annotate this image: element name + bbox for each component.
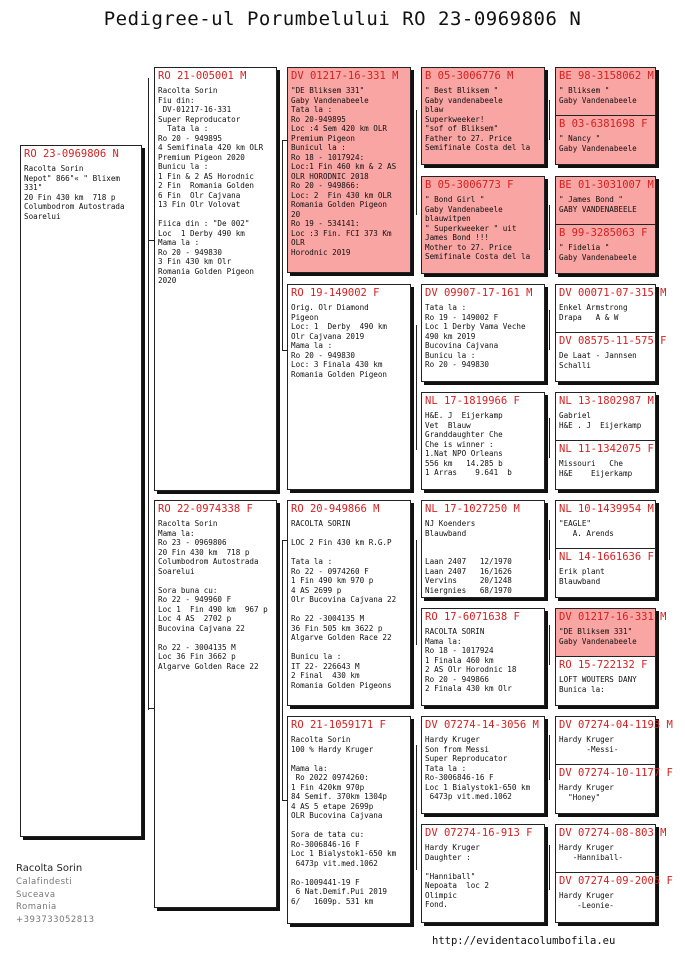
ring-number: RO 20-949866 M bbox=[291, 503, 380, 515]
sire-card bbox=[154, 67, 277, 491]
pigeon-notes: " Fidelia " Gaby Vandenabeele bbox=[559, 243, 637, 262]
great-grandparent-card bbox=[421, 67, 545, 165]
owner-name: Racolta Sorin bbox=[16, 863, 83, 874]
pigeon-notes: Orig. Olr Diamond Pigeon Loc: 1 Derby 490 km Olr Cajvana 2019 Mama la : Ro 20 - 949830 Loc: 3 Finala 430 km Romania Golden Pigeon bbox=[291, 303, 388, 379]
ancestor-pair-card bbox=[555, 500, 656, 598]
ring-number: B 03-6381698 F bbox=[559, 118, 648, 130]
pigeon-notes: NJ Koenders Blauwband Laan 2407 12/1970 Laan 2407 16/1626 Vervins 20/1248 Niergnies 68/1970 bbox=[425, 519, 512, 595]
ring-number: NL 13-1802987 M bbox=[559, 395, 654, 407]
ring-number: NL 11-1342075 F bbox=[559, 443, 654, 455]
pigeon-notes: "EAGLE" A. Arends bbox=[559, 519, 614, 538]
ring-number: RO 23-0969806 N bbox=[24, 148, 119, 160]
owner-county: Suceava bbox=[16, 889, 56, 900]
pigeon-notes: Tata la : Ro 19 - 149002 F Loc 1 Derby Vama Veche 490 km 2019 Bucovina Cajvana Bunicu la : Ro 20 - 949830 bbox=[425, 303, 526, 369]
pigeon-notes: Enkel Armstrong Drapa A & W bbox=[559, 303, 628, 322]
ring-number: DV 07274-08-803 M bbox=[559, 827, 667, 839]
pigeon-notes: Hardy Kruger Son from Messi Super Reproducator Tata la : Ro-3006846-16 F Loc 1 Bialystok1-650 km 6473p vit.med.1062 bbox=[425, 735, 531, 801]
grandparent-card bbox=[287, 67, 411, 273]
pigeon-notes: Missouri Che H&E Eijerkamp bbox=[559, 459, 633, 478]
great-grandparent-card bbox=[421, 824, 545, 923]
ancestor-pair-card bbox=[555, 67, 656, 165]
pigeon-notes: Hardy Kruger -Hanniball- bbox=[559, 843, 624, 862]
great-grandparent-card bbox=[421, 284, 545, 382]
ring-number: B 05-3006773 F bbox=[425, 179, 514, 191]
dam-card bbox=[154, 500, 277, 908]
connector-line bbox=[549, 205, 550, 250]
grandparent-card bbox=[287, 284, 411, 490]
ring-number: B 05-3006776 M bbox=[425, 70, 514, 82]
great-grandparent-card bbox=[421, 608, 545, 706]
pigeon-notes: " Bliksem " Gaby Vandenabeele bbox=[559, 86, 637, 105]
ring-number: DV 07274-04-1193 M bbox=[559, 719, 673, 731]
pigeon-notes: Hardy Kruger -Leonie- bbox=[559, 891, 614, 910]
ancestor-pair-card bbox=[555, 716, 673, 814]
pigeon-notes: Hardy Kruger -Messi- bbox=[559, 735, 619, 754]
subject-pigeon-card bbox=[20, 145, 142, 837]
connector-line bbox=[282, 540, 283, 800]
owner-locality: Calafindesti bbox=[16, 877, 73, 887]
connector-line bbox=[282, 140, 283, 350]
great-grandparent-card bbox=[421, 392, 545, 490]
ring-number: DV 07274-14-3056 M bbox=[425, 719, 539, 731]
owner-info bbox=[16, 862, 95, 926]
ring-number: DV 01217-16-331 M bbox=[559, 611, 667, 623]
ancestor-pair-card bbox=[555, 284, 667, 382]
pigeon-notes: Racolta Sorin Nepot" 866"« " Blixem 331" 20 Fin 430 km 718 p Columbodrom Autostrada Soarelui bbox=[24, 164, 125, 221]
pigeon-notes: " James Bond " GABY VANDENABEELE bbox=[559, 195, 637, 214]
connector-line bbox=[148, 78, 149, 710]
ring-number: NL 17-1819966 F bbox=[425, 395, 520, 407]
pigeon-notes: Hardy Kruger "Honey" bbox=[559, 783, 614, 802]
ring-number: RO 22-0974338 F bbox=[158, 503, 253, 515]
page-title: Pedigree-ul Porumbelului RO 23-0969806 N bbox=[103, 8, 582, 30]
pigeon-notes: LOFT WOUTERS DANY Bunica la: bbox=[559, 675, 637, 694]
pigeon-notes: Hardy Kruger Daughter : "Hanniball" Nepoata loc 2 Olimpic Fond. bbox=[425, 843, 490, 909]
pigeon-notes: De Laat - Jannsen Schalli bbox=[559, 351, 637, 370]
connector-line bbox=[549, 735, 550, 780]
connector-line bbox=[416, 540, 417, 645]
pigeon-notes: Erik plant Blauwband bbox=[559, 567, 605, 586]
ancestor-pair-card bbox=[555, 608, 667, 706]
connector-line bbox=[416, 325, 417, 450]
pigeon-notes: Racolta Sorin 100 % Hardy Kruger Mama la: Ro 2022 0974260: 1 Fin 420km 970p 84 Semif. 370km 1304p 4 AS 5 etape 2699p OLR Bucovina Cajvana Sora de tata cu: Ro-3006846-16 F Loc 1 Bialystok1-650 km 6473p vit.med.1062 Ro-1009441-19 F 6 Nat.Demif.Pui 2019 6/ 1609p. 531 km bbox=[291, 735, 397, 906]
ring-number: RO 21-1059171 F bbox=[291, 719, 386, 731]
grandparent-card bbox=[287, 500, 411, 706]
pigeon-notes: Racolta Sorin Mama la: Ro 23 - 0969806 20 Fin 430 km 718 p Columbodrom Autostrada Soarelui Sora buna cu: Ro 22 - 949960 F Loc 1 Fin 490 km 967 p Loc 4 AS 2702 p Bucovina Cajvana 22 Ro 22 - 3004135 M Loc 36 Fin 3662 p Algarve Golden Race 22 bbox=[158, 519, 268, 671]
ancestor-pair-card bbox=[555, 392, 656, 490]
connector-line bbox=[416, 110, 417, 215]
pigeon-notes: RACOLTA SORIN Mama la: Ro 18 - 1017924 1 Finala 460 km 2 AS Olr Horodnic 18 Ro 20 - 949866 2 Finala 430 km Olr bbox=[425, 627, 517, 693]
ring-number: NL 17-1027250 M bbox=[425, 503, 520, 515]
great-grandparent-card bbox=[421, 716, 545, 814]
ring-number: NL 10-1439954 M bbox=[559, 503, 654, 515]
great-grandparent-card bbox=[421, 176, 545, 274]
great-grandparent-card bbox=[421, 500, 545, 598]
owner-phone: +393733052813 bbox=[16, 914, 95, 925]
ancestor-pair-card bbox=[555, 824, 673, 923]
ring-number: DV 07274-16-913 F bbox=[425, 827, 533, 839]
connector-line bbox=[549, 310, 550, 350]
connector-line bbox=[549, 100, 550, 140]
ring-number: RO 15-722132 F bbox=[559, 659, 648, 671]
ring-number: RO 17-6071638 F bbox=[425, 611, 520, 623]
website-link[interactable]: http://evidentacolumbofila.eu bbox=[432, 935, 616, 947]
owner-country: Romania bbox=[16, 902, 57, 912]
pigeon-notes: "DE Bliksem 331" Gaby Vandenabeele bbox=[559, 627, 637, 646]
ring-number: BE 98-3158062 M bbox=[559, 70, 654, 82]
pigeon-notes: Gabriel H&E . J Eijerkamp bbox=[559, 411, 642, 430]
pigeon-notes: RACOLTA SORIN LOC 2 Fin 430 km R.G.P Tata la : Ro 22 - 0974260 F 1 Fin 490 km 970 p 4 AS 2699 p Olr Bucovina Cajvana 22 Ro 22 -3004135 M 36 Fin 505 km 3622 p Algarve Golden Race 22 Bunicu la : IT 22- 226643 M 2 Final 430 km Romania Golden Pigeons bbox=[291, 519, 397, 690]
pigeon-notes: Racolta Sorin Fiu din: DV-01217-16-331 Super Reproducator Tata la : Ro 20 - 949895 4 Semifinala 420 km OLR Premium Pigeon 2020 Bunicu la : 1 Fin & 2 AS Horodnic 2 Fin Romania Golden 6 Fin Olr Cajvana 13 Fin Olr Volovat Fiica din : "De 002" Loc 1 Derby 490 km Mama la : Ro 20 - 949830 3 Fin 430 km Olr Romania Golden Pigeon 2020 bbox=[158, 86, 264, 285]
ring-number: DV 07274-10-1177 F bbox=[559, 767, 673, 779]
pigeon-notes: H&E. J Eijerkamp Vet Blauw Granddaughter Che Che is winner : 1.Nat NPO Orleans 556 km 14.285 b 1 Arras 9.641 b bbox=[425, 411, 512, 477]
ring-number: B 99-3285063 F bbox=[559, 227, 648, 239]
pigeon-notes: "DE Bliksem 331" Gaby Vandenabeele Tata la : Ro 20-949895 Loc :4 Sem 420 km OLR Premium Pigeon Bunicul la : Ro 18 - 1017924: Loc:1 Fin 460 km & 2 AS OLR HORODNIC 2018 Ro 20 - 949866: Loc: 2 Fin 430 km OLR Romania Golden Pigeon 20 Ro 19 - 534141: Loc :3 Fin. FCI 373 Km OLR Horodnic 2019 bbox=[291, 86, 397, 257]
ring-number: RO 21-005001 M bbox=[158, 70, 247, 82]
ring-number: DV 01217-16-331 M bbox=[291, 70, 399, 82]
ring-number: DV 09907-17-161 M bbox=[425, 287, 533, 299]
grandparent-card bbox=[287, 716, 411, 924]
ring-number: DV 07274-09-2005 F bbox=[559, 875, 673, 887]
connector-line bbox=[549, 520, 550, 560]
pigeon-notes: " Best Bliksem " Gaby vandenabeele blaw Superkweeker! "sof of Bliksem" Father to 27. Price Semifinale Costa del la bbox=[425, 86, 531, 152]
connector-line bbox=[549, 845, 550, 890]
ring-number: DV 00071-07-315 M bbox=[559, 287, 667, 299]
connector-line bbox=[549, 625, 550, 665]
ring-number: BE 01-3031007 M bbox=[559, 179, 654, 191]
pigeon-notes: " Bond Girl " Gaby Vandenabeele blauwitpen " Superkweeker " uit James Bond !!! Mother to 27. Price Semifinale Costa del la bbox=[425, 195, 531, 261]
ancestor-pair-card bbox=[555, 176, 656, 274]
ring-number: DV 08575-11-575 F bbox=[559, 335, 667, 347]
connector-line bbox=[549, 418, 550, 458]
connector-line bbox=[416, 745, 417, 870]
ring-number: RO 19-149002 F bbox=[291, 287, 380, 299]
ring-number: NL 14-1661636 F bbox=[559, 551, 654, 563]
pigeon-notes: " Nancy " Gaby Vandenabeele bbox=[559, 134, 637, 153]
